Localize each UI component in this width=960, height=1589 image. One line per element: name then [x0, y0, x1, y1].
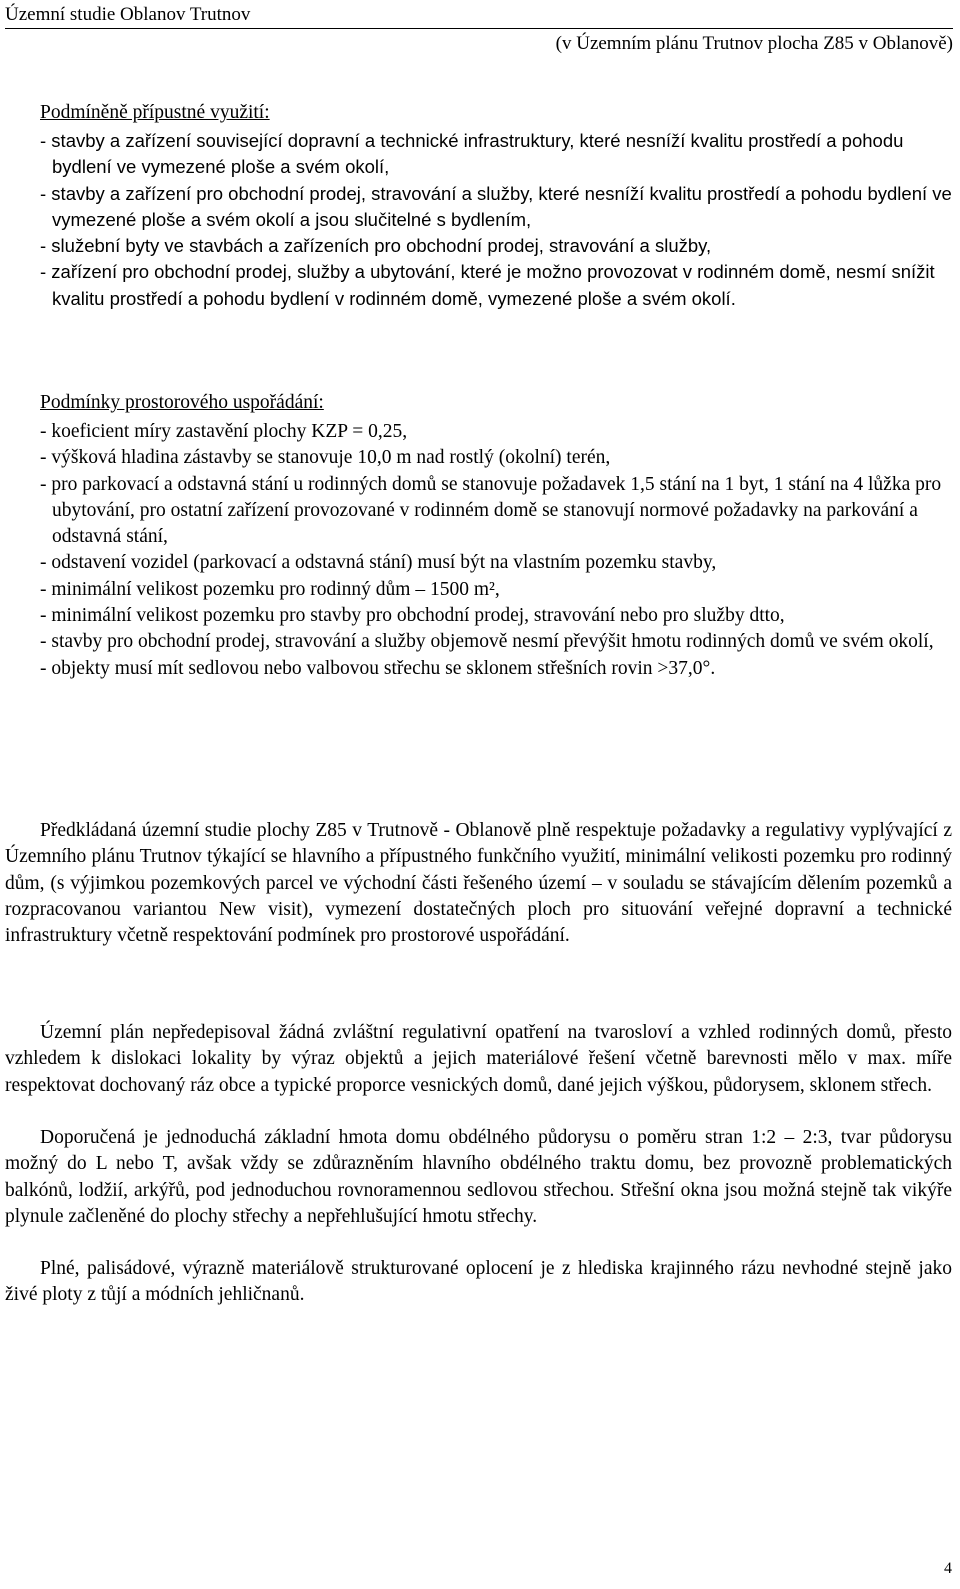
list-item: - minimální velikost pozemku pro stavby pro obchodní prodej, stravování nebo pro služby dtto,	[40, 605, 785, 627]
list-item: - objekty musí mít sedlovou nebo valbovou střechu se sklonem střešních rovin >37,0°.	[40, 657, 716, 679]
header-subtitle: (v Územním plánu Trutnov plocha Z85 v Oblanově)	[555, 33, 953, 54]
paragraph-architecture-regulation: Územní plán nepředepisoval žádná zvláštní regulativní opatření na tvarosloví a vzhled rodinných domů, přesto vzhledem k dislokaci lokality by výraz objektů a jejich materiálové řešení včetně barevnosti mělo v max. míře respektovat dochovaný ráz obce a typické proporce vesnických domů, dané jejich výškou, půdorysem, sklonem střech.	[5, 1022, 952, 1096]
paragraph-recommended-mass: Doporučená je jednoduchá základní hmota domu obdélného půdorysu o poměru stran 1:2 – 2:3, tvar půdorysu možný do L nebo T, avšak vždy se zdůrazněním hlavního obdélného traktu domu, bez provozně problematických balkónů, lodžií, arkýřů, pod jednoduchou rovnoramennou sedlovou střechou. Střešní okna jsou možná stejně tak vikýře plynule začleněné do plochy střechy a nepřehlušující hmotu střechy.	[5, 1127, 952, 1227]
list-item: - výšková hladina zástavby se stanovuje 10,0 m nad rostlý (okolní) terén,	[40, 447, 611, 469]
list-item: - koeficient míry zastavění plochy KZP = 0,25,	[40, 421, 408, 442]
page-number: 4	[944, 1560, 952, 1577]
spatial-conditions-list	[40, 419, 952, 682]
section-title-conditional-use: Podmíněně přípustné využití:	[40, 102, 270, 123]
conditional-use-list	[40, 128, 952, 312]
list-item: - minimální velikost pozemku pro rodinný dům – 1500 m²,	[40, 578, 500, 600]
list-item: - stavby pro obchodní prodej, stravování a služby objemově nesmí převýšit hmotu rodinných domů ve svém okolí,	[40, 631, 934, 653]
paragraph-study-compliance: Předkládaná územní studie plochy Z85 v Trutnově - Oblanově plně respektuje požadavky a regulativy vyplývající z Územního plánu Trutnov týkající se hlavního a přípustného funkčního využití, minimální velikosti pozemku pro rodinný dům, (s výjimkou pozemkových parcel ve východní části řešeného území – v souladu se stávajícím dělením pozemků a rozpracovanou variantou New visit), vymezení dostatečných ploch pro situování veřejné dopravní a technické infrastruktury včetně respektování podmínek pro prostorové uspořádání.	[5, 820, 952, 947]
list-item: - stavby a zařízení pro obchodní prodej, stravování a služby, které nesníží kvalitu prostředí a pohodu bydlení ve vymezené ploše a svém okolí a jsou slučitelné s bydlením,	[40, 182, 952, 230]
header-divider	[5, 28, 953, 29]
paragraph-fencing: Plné, palisádové, výrazně materiálově strukturované oplocení je z hlediska krajinného rázu nevhodné stejně jako živé ploty z tůjí a módních jehličnanů.	[5, 1258, 952, 1306]
section-title-spatial-conditions: Podmínky prostorového uspořádání:	[40, 392, 324, 413]
list-item: - stavby a zařízení související dopravní a technické infrastruktury, které nesníží kvalitu prostředí a pohodu bydlení ve vymezené ploše a svém okolí,	[40, 130, 904, 178]
list-item: - odstavení vozidel (parkovací a odstavná stání) musí být na vlastním pozemku stavby,	[40, 552, 717, 574]
list-item: - pro parkovací a odstavná stání u rodinných domů se stanovuje požadavek 1,5 stání na 1 byt, 1 stání na 4 lůžka pro ubytování, pro ostatní zařízení provozované v rodinném domě se stanovují normové požadavky na parkování a odstavná stání,	[40, 473, 942, 548]
header-document-title: Územní studie Oblanov Trutnov	[5, 4, 251, 25]
list-item: - zařízení pro obchodní prodej, služby a ubytování, které je možno provozovat v rodinném domě, nesmí snížit kvalitu prostředí a pohodu bydlení v rodinném domě, vymezené ploše a svém okolí.	[40, 261, 935, 309]
list-item: - služební byty ve stavbách a zařízeních pro obchodní prodej, stravování a služby,	[40, 235, 712, 257]
